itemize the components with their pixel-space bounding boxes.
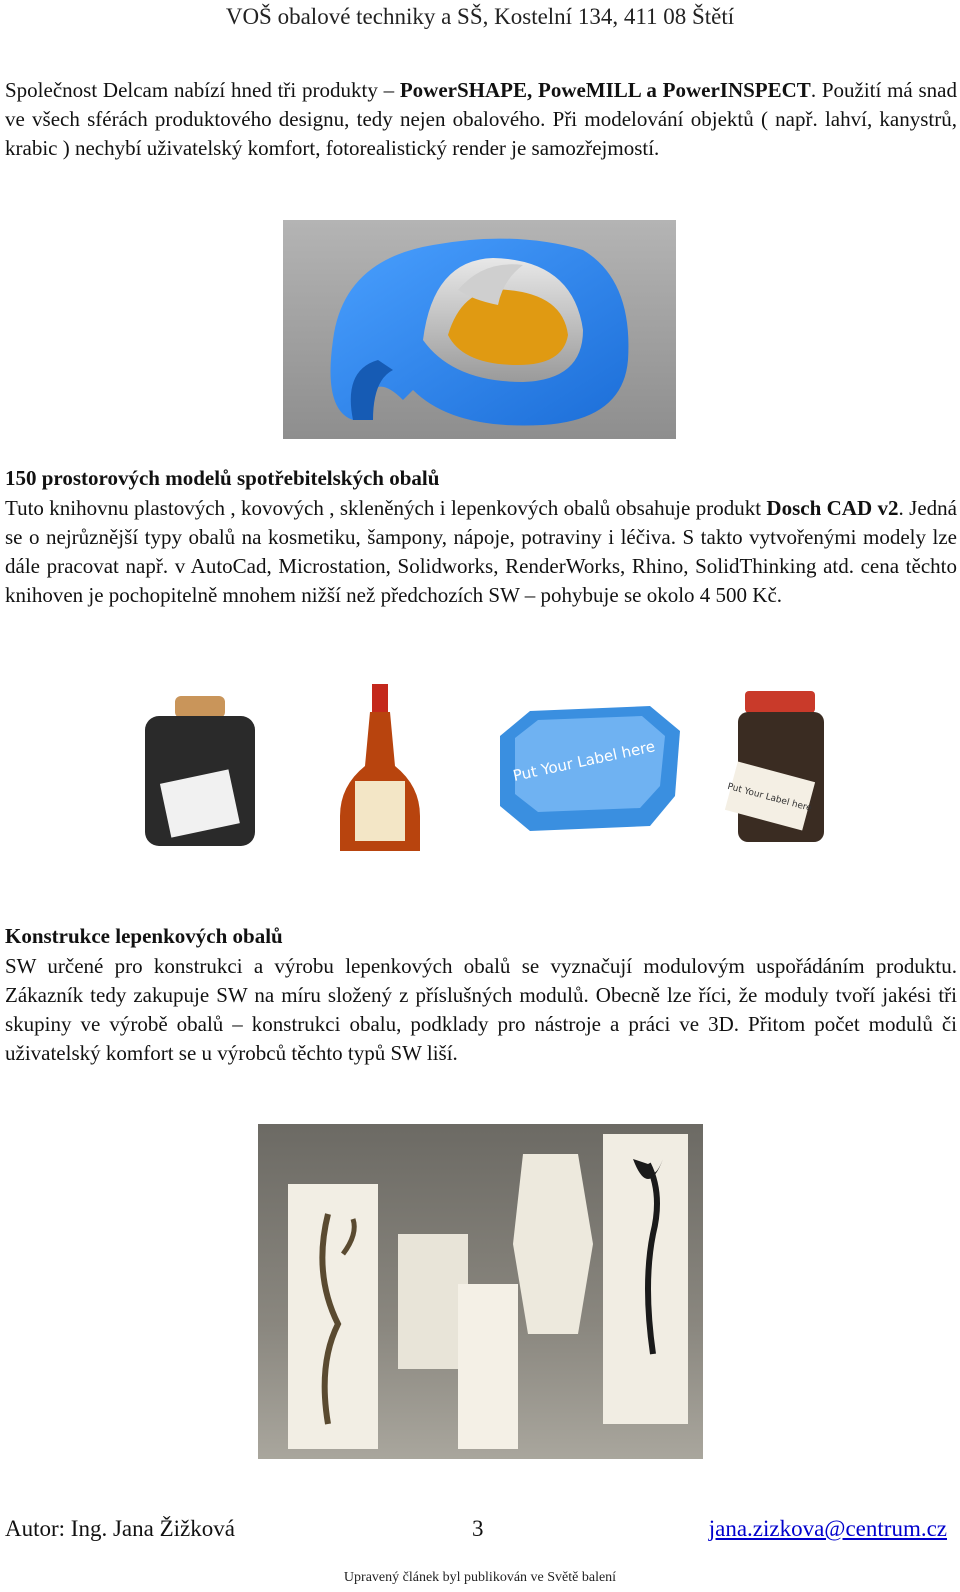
footer-note: Upravený článek byl publikován ve Světě balení xyxy=(343,1570,617,1585)
figure-3d-model-render xyxy=(283,220,676,439)
cork-jar xyxy=(145,696,255,846)
box-front-mid xyxy=(458,1284,518,1449)
section2-heading: Konstrukce lepenkových obalů xyxy=(5,924,283,948)
box-back-mid xyxy=(398,1234,468,1369)
section1-heading: 150 prostorových modelů spotřebitelských obalů xyxy=(5,466,440,490)
footer-email-link[interactable]: jana.zizkova@centrum.cz xyxy=(708,1516,947,1541)
footer-page-number: 3 xyxy=(472,1516,484,1541)
tray-label: Put Your Label here xyxy=(511,737,657,785)
section2-paragraph: SW určené pro konstrukci a výrobu lepenkových obalů se vyznačují modulovým uspořádáním produktu. Zákazník tedy zakupuje SW na míru složený z příslušných modulů. Obecně lze říci, že moduly tvoří jakési tři skupiny ve výrobě obalů – konstrukci obalu, podklady pro nástroje a práci ve 3D. Přitom počet modulů či uživatelský komfort se u výrobců těchto typů SW liší. xyxy=(5,954,957,1065)
section1-paragraph: Tuto knihovnu plastových , kovových , skleněných i lepenkových obalů obsahuje produkt Dosch CAD v2. Jedná se o nejrůznější typy obalů na kosmetiku, šampony, nápoje, potraviny i léčiva. S takto vytvořenými modely lze dále pracovat např. v AutoCad, Microstation, Solidworks, RenderWorks, Rhino, SolidThinking atd. cena těchto knihoven je pochopitelně mnohem nižší než předchozích SW – pohybuje se okolo 4 500 Kč. xyxy=(5,496,957,607)
jar-label: Put Your Label here xyxy=(726,781,813,815)
box-right-tall xyxy=(603,1134,688,1424)
page-header: VOŠ obalové techniky a SŠ, Kostelní 134, 411 08 Štětí xyxy=(225,4,735,29)
footer-author: Autor: Ing. Jana Žižková xyxy=(5,1516,235,1541)
box-faceted xyxy=(513,1154,593,1334)
figure-cardboard-boxes xyxy=(258,1124,703,1459)
figure-packaging-models xyxy=(90,676,870,866)
intro-paragraph: Společnost Delcam nabízí hned tři produkty – PowerSHAPE, PoweMILL a PowerINSPECT. Použití má snad ve všech sférách produktového designu, tedy nejen obalového. Při modelování objektů ( např. lahví, kanystrů, krabic ) nechybí uživatelský komfort, fotorealistický render je samozřejmostí. xyxy=(5,78,957,160)
blue-tray xyxy=(500,706,680,831)
box-left-tall xyxy=(288,1184,378,1449)
